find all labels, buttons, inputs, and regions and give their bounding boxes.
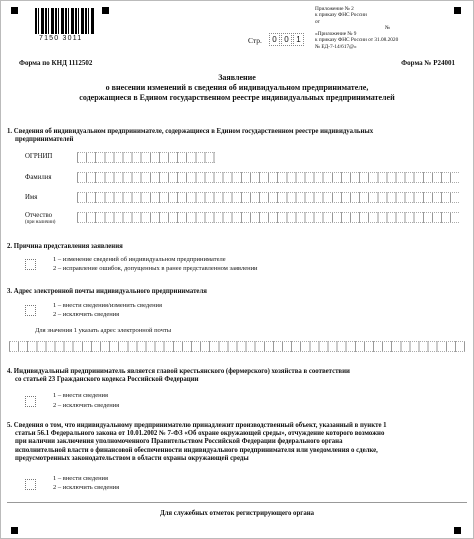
name-label: Имя	[25, 194, 38, 201]
farm-option: 1 – внести сведения	[53, 392, 109, 399]
knd-code: Форма по КНД 1112502	[19, 59, 93, 67]
heading-line: 1. Сведения об индивидуальном предпринимателе, содержащиеся в Едином государственном реестре индивидуальных	[7, 128, 374, 135]
corner-marker-bottom-left	[11, 527, 18, 534]
corner-marker-right	[454, 7, 461, 14]
appendix-line: к приказу ФНС России от 31.08.2020	[315, 37, 399, 44]
reason-option: 2 – исправление ошибок, допущенных в ранее представленном заявлении	[53, 265, 258, 272]
heading-line: предпринимателей	[15, 136, 74, 144]
facility-option: 1 – внести сведения	[53, 475, 109, 482]
divider	[7, 502, 467, 503]
ogrnip-label: ОГРНИП	[25, 153, 53, 160]
ogrnip-input[interactable]	[77, 152, 215, 163]
reason-code-box[interactable]	[25, 259, 36, 270]
email-input[interactable]	[9, 341, 465, 352]
section-2-heading: 2. Причина представления заявления	[7, 243, 123, 250]
appendix-line: «Приложение № 9	[315, 31, 357, 38]
section-5-heading	[7, 422, 467, 463]
appendix-line: Приложение № 2	[315, 6, 354, 12]
page-digit[interactable]: 0	[281, 33, 292, 46]
page-digit[interactable]: 0	[269, 33, 280, 46]
facility-code-box[interactable]	[25, 479, 36, 490]
barcode	[35, 8, 95, 34]
heading-line: исполнительной власти о финансовой обеспеченности индивидуального предпринимателя или уведомления о сделке,	[15, 446, 378, 454]
farm-option: 2 – исключить сведения	[53, 402, 120, 409]
heading-line: 5. Сведения о том, что индивидуальному предпринимателю принадлежит производственный объект, указанный в пункте 1	[7, 422, 387, 429]
section-4-heading	[7, 368, 467, 384]
document-title-line: содержащиеся в Едином государственном реестре индивидуальных предпринимателей	[79, 93, 395, 102]
document-title-line: о внесении изменений в сведения об индивидуальном предпринимателе,	[105, 83, 369, 92]
email-option: 2 – исключить сведения	[53, 311, 120, 318]
heading-line: статьи 56.1 Федерального закона от 10.01.2002 № 7-ФЗ «Об охране окружающей среды», отчуждение которого возможно	[15, 430, 385, 438]
heading-line: предусмотренных законодательством в области охраны окружающей среды	[15, 454, 249, 462]
form-number: Форма № Р24001	[401, 59, 455, 67]
page-digit[interactable]: 1	[293, 33, 304, 46]
surname-label: Фамилия	[25, 174, 52, 181]
corner-marker-left	[11, 7, 18, 14]
farm-code-box[interactable]	[25, 396, 36, 407]
page-number-cells	[269, 33, 305, 46]
registrar-marks-heading: Для служебных отметок регистрирующего органа	[159, 510, 315, 517]
section-1-heading	[7, 128, 467, 144]
corner-marker-mid	[102, 7, 109, 14]
facility-option: 2 – исключить сведения	[53, 484, 120, 491]
page-label: Стр.	[248, 36, 262, 45]
appendix-line: к приказу ФНС России	[315, 12, 367, 19]
surname-input[interactable]	[77, 172, 459, 183]
name-input[interactable]	[77, 192, 459, 203]
appendix-note	[315, 6, 398, 50]
appendix-line: №	[385, 24, 391, 31]
heading-line: при наличии заключения уполномоченного Правительством Российской Федерации федерального органа	[15, 438, 343, 446]
email-code-box[interactable]	[25, 305, 36, 316]
section-3-heading: 3. Адрес электронной почты индивидуального предпринимателя	[7, 288, 207, 295]
heading-line: со статьей 23 Гражданского кодекса Российской Федерации	[15, 376, 199, 384]
barcode-number: 7150 3011	[39, 35, 83, 42]
document-title: Заявление	[218, 73, 256, 82]
reason-option: 1 – изменение сведений об индивидуальном предпринимателе	[53, 256, 226, 263]
patronymic-input[interactable]	[77, 212, 459, 223]
email-note: Для значения 1 указать адрес электронной почты	[35, 327, 172, 334]
corner-marker-bottom-right	[454, 527, 461, 534]
heading-line: 4. Индивидуальный предприниматель является главой крестьянского (фермерского) хозяйства в соответствии	[7, 368, 350, 375]
appendix-line: от	[315, 18, 320, 25]
patronymic-label: Отчество	[25, 212, 53, 219]
appendix-line: № ЕД-7-14/617@»	[315, 43, 357, 50]
patronymic-note: (при наличии)	[25, 220, 56, 225]
email-option: 1 – внести сведения/изменить сведения	[53, 302, 163, 309]
